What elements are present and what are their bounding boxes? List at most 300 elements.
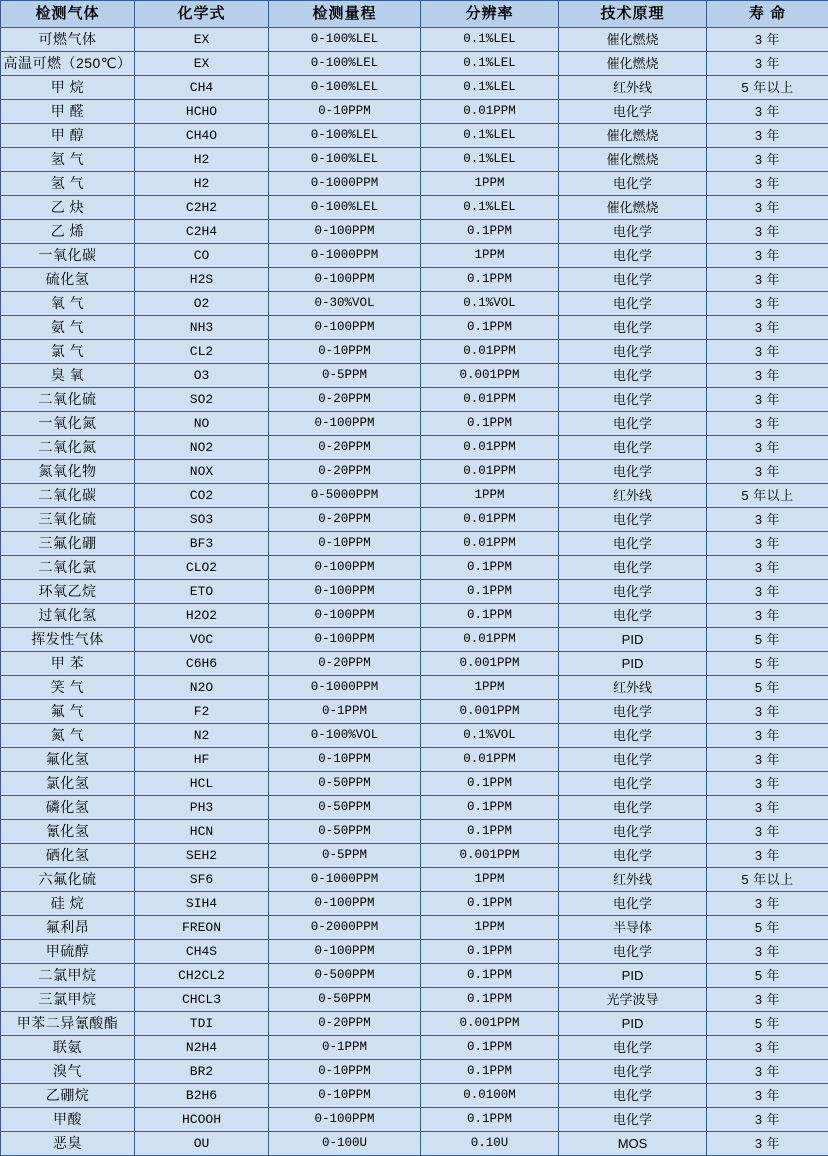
cell-formula: C2H4 [135,220,269,244]
cell-principle: 电化学 [559,508,707,532]
cell-formula: C2H2 [135,196,269,220]
cell-resolution: 0.1%LEL [421,28,559,52]
cell-principle: 电化学 [559,820,707,844]
cell-formula: SO3 [135,508,269,532]
cell-life: 3 年 [707,700,828,724]
cell-resolution: 0.1PPM [421,604,559,628]
cell-resolution: 0.01PPM [421,340,559,364]
cell-life: 3 年 [707,1084,828,1108]
cell-formula: O2 [135,292,269,316]
cell-life: 3 年 [707,244,828,268]
table-row [1,868,828,892]
cell-principle: 催化燃烧 [559,124,707,148]
cell-formula: C6H6 [135,652,269,676]
cell-life: 3 年 [707,988,828,1012]
cell-gas: 硅 烷 [1,892,135,916]
cell-range: 0-1000PPM [269,172,421,196]
cell-principle: 半导体 [559,916,707,940]
cell-life: 3 年 [707,892,828,916]
cell-principle: 红外线 [559,676,707,700]
cell-formula: TDI [135,1012,269,1036]
cell-principle: 电化学 [559,1084,707,1108]
table-row [1,748,828,772]
cell-gas: 三氟化硼 [1,532,135,556]
cell-resolution: 0.1PPM [421,556,559,580]
cell-resolution: 0.1PPM [421,820,559,844]
cell-resolution: 0.1PPM [421,268,559,292]
cell-range: 0-100PPM [269,940,421,964]
cell-resolution: 0.1%LEL [421,124,559,148]
cell-principle: 催化燃烧 [559,148,707,172]
table-row [1,1036,828,1060]
cell-range: 0-100PPM [269,628,421,652]
cell-gas: 挥发性气体 [1,628,135,652]
cell-gas: 氧 气 [1,292,135,316]
cell-resolution: 0.01PPM [421,628,559,652]
cell-life: 3 年 [707,412,828,436]
cell-gas: 甲 醛 [1,100,135,124]
cell-range: 0-10PPM [269,100,421,124]
cell-resolution: 0.1%LEL [421,196,559,220]
table-row [1,268,828,292]
cell-range: 0-100PPM [269,412,421,436]
table-row [1,1108,828,1132]
cell-gas: 三氧化硫 [1,508,135,532]
cell-resolution: 0.1PPM [421,1060,559,1084]
table-row [1,148,828,172]
cell-formula: CL2 [135,340,269,364]
cell-life: 3 年 [707,1060,828,1084]
cell-life: 5 年 [707,676,828,700]
cell-range: 0-100PPM [269,1108,421,1132]
cell-gas: 硫化氢 [1,268,135,292]
cell-formula: CHCL3 [135,988,269,1012]
cell-formula: BF3 [135,532,269,556]
cell-resolution: 0.1PPM [421,220,559,244]
cell-life: 3 年 [707,1036,828,1060]
cell-formula: SIH4 [135,892,269,916]
cell-formula: HCOOH [135,1108,269,1132]
cell-formula: H2O2 [135,604,269,628]
cell-resolution: 0.1PPM [421,796,559,820]
cell-principle: 电化学 [559,844,707,868]
cell-life: 3 年 [707,220,828,244]
cell-range: 0-50PPM [269,796,421,820]
cell-life: 3 年 [707,316,828,340]
cell-range: 0-100PPM [269,316,421,340]
cell-gas: 可燃气体 [1,28,135,52]
cell-range: 0-1000PPM [269,244,421,268]
cell-resolution: 0.1PPM [421,940,559,964]
column-header-gas: 检测气体 [1,1,135,28]
cell-life: 3 年 [707,772,828,796]
cell-gas: 乙硼烷 [1,1084,135,1108]
cell-formula: CO2 [135,484,269,508]
cell-resolution: 0.01PPM [421,748,559,772]
table-row [1,652,828,676]
cell-formula: VOC [135,628,269,652]
cell-gas: 高温可燃（250℃） [1,52,135,76]
cell-resolution: 0.001PPM [421,844,559,868]
cell-gas: 过氧化氢 [1,604,135,628]
table-row [1,76,828,100]
table-row [1,388,828,412]
cell-range: 0-500PPM [269,964,421,988]
cell-formula: EX [135,28,269,52]
cell-life: 5 年 [707,916,828,940]
cell-principle: 电化学 [559,796,707,820]
cell-principle: 电化学 [559,772,707,796]
column-header-formula: 化学式 [135,1,269,28]
cell-life: 3 年 [707,460,828,484]
cell-life: 3 年 [707,1108,828,1132]
cell-principle: 电化学 [559,460,707,484]
cell-resolution: 0.1%LEL [421,52,559,76]
cell-range: 0-10PPM [269,1060,421,1084]
cell-principle: 电化学 [559,748,707,772]
table-row [1,988,828,1012]
cell-range: 0-20PPM [269,436,421,460]
cell-principle: 光学波导 [559,988,707,1012]
cell-formula: CH4 [135,76,269,100]
cell-gas: 磷化氢 [1,796,135,820]
cell-principle: 催化燃烧 [559,52,707,76]
cell-formula: HF [135,748,269,772]
cell-formula: CH2CL2 [135,964,269,988]
cell-principle: 电化学 [559,940,707,964]
cell-life: 3 年 [707,436,828,460]
cell-resolution: 0.01PPM [421,100,559,124]
cell-formula: H2S [135,268,269,292]
cell-principle: 电化学 [559,172,707,196]
cell-life: 3 年 [707,556,828,580]
cell-life: 3 年 [707,748,828,772]
cell-principle: 红外线 [559,484,707,508]
table-row [1,532,828,556]
cell-gas: 氟利昂 [1,916,135,940]
cell-resolution: 0.1%LEL [421,148,559,172]
cell-principle: 电化学 [559,292,707,316]
table-row [1,580,828,604]
cell-principle: 电化学 [559,1108,707,1132]
cell-formula: NOX [135,460,269,484]
cell-formula: SO2 [135,388,269,412]
cell-principle: 电化学 [559,364,707,388]
cell-resolution: 0.1PPM [421,988,559,1012]
cell-principle: 红外线 [559,868,707,892]
cell-formula: FREON [135,916,269,940]
cell-range: 0-20PPM [269,460,421,484]
cell-resolution: 0.1PPM [421,580,559,604]
cell-formula: N2O [135,676,269,700]
cell-life: 3 年 [707,724,828,748]
table-row [1,556,828,580]
cell-gas: 氟 气 [1,700,135,724]
cell-range: 0-30%VOL [269,292,421,316]
cell-resolution: 1PPM [421,244,559,268]
table-row [1,436,828,460]
cell-principle: 电化学 [559,700,707,724]
cell-gas: 恶臭 [1,1132,135,1156]
table-row [1,28,828,52]
cell-formula: PH3 [135,796,269,820]
cell-resolution: 0.01PPM [421,436,559,460]
cell-formula: H2 [135,148,269,172]
table-row [1,1060,828,1084]
cell-resolution: 1PPM [421,172,559,196]
column-header-resolution: 分辨率 [421,1,559,28]
cell-life: 5 年以上 [707,76,828,100]
cell-principle: 电化学 [559,1036,707,1060]
cell-life: 3 年 [707,124,828,148]
cell-formula: ETO [135,580,269,604]
table-row [1,460,828,484]
table-row [1,820,828,844]
cell-range: 0-10PPM [269,1084,421,1108]
table-row [1,796,828,820]
table-row [1,364,828,388]
cell-range: 0-100%LEL [269,148,421,172]
cell-gas: 一氧化氮 [1,412,135,436]
cell-formula: CH4S [135,940,269,964]
cell-range: 0-100%LEL [269,52,421,76]
table-row [1,1084,828,1108]
cell-resolution: 0.1PPM [421,772,559,796]
table-row [1,172,828,196]
cell-principle: 电化学 [559,244,707,268]
cell-formula: CO [135,244,269,268]
table-row [1,964,828,988]
cell-range: 0-100PPM [269,604,421,628]
cell-life: 5 年 [707,1012,828,1036]
table-row [1,892,828,916]
cell-gas: 氨 气 [1,316,135,340]
cell-principle: 电化学 [559,724,707,748]
cell-range: 0-1000PPM [269,868,421,892]
cell-principle: 催化燃烧 [559,28,707,52]
cell-principle: 电化学 [559,892,707,916]
cell-range: 0-20PPM [269,652,421,676]
cell-life: 3 年 [707,820,828,844]
cell-range: 0-100%LEL [269,196,421,220]
cell-principle: 电化学 [559,580,707,604]
cell-range: 0-100PPM [269,556,421,580]
cell-principle: 电化学 [559,412,707,436]
cell-range: 0-100U [269,1132,421,1156]
cell-resolution: 0.1PPM [421,1108,559,1132]
cell-principle: PID [559,964,707,988]
cell-range: 0-10PPM [269,340,421,364]
column-header-life: 寿 命 [707,1,828,28]
cell-range: 0-20PPM [269,508,421,532]
cell-formula: HCN [135,820,269,844]
table-row [1,676,828,700]
cell-formula: N2H4 [135,1036,269,1060]
cell-life: 3 年 [707,604,828,628]
cell-life: 3 年 [707,340,828,364]
cell-formula: NO2 [135,436,269,460]
cell-principle: 电化学 [559,1060,707,1084]
cell-range: 0-1PPM [269,1036,421,1060]
table-header [1,1,828,28]
table-row [1,484,828,508]
cell-principle: 电化学 [559,316,707,340]
cell-formula: EX [135,52,269,76]
table-row [1,724,828,748]
cell-formula: H2 [135,172,269,196]
cell-principle: 电化学 [559,532,707,556]
cell-principle: 电化学 [559,556,707,580]
cell-principle: MOS [559,1132,707,1156]
table-row [1,1132,828,1156]
cell-gas: 氮氧化物 [1,460,135,484]
cell-formula: CH4O [135,124,269,148]
cell-formula: O3 [135,364,269,388]
cell-range: 0-100%LEL [269,124,421,148]
cell-gas: 二氧化碳 [1,484,135,508]
cell-gas: 联氨 [1,1036,135,1060]
table-row [1,916,828,940]
cell-gas: 环氧乙烷 [1,580,135,604]
cell-gas: 甲酸 [1,1108,135,1132]
table-row [1,196,828,220]
cell-life: 3 年 [707,580,828,604]
cell-gas: 氢 气 [1,172,135,196]
cell-gas: 乙 烯 [1,220,135,244]
cell-life: 3 年 [707,196,828,220]
cell-principle: PID [559,628,707,652]
cell-resolution: 0.001PPM [421,364,559,388]
cell-range: 0-100PPM [269,268,421,292]
cell-resolution: 0.01PPM [421,508,559,532]
cell-range: 0-10PPM [269,532,421,556]
cell-resolution: 0.1PPM [421,1036,559,1060]
table-row [1,412,828,436]
cell-formula: F2 [135,700,269,724]
cell-gas: 二氯甲烷 [1,964,135,988]
table-row [1,52,828,76]
cell-range: 0-2000PPM [269,916,421,940]
cell-range: 0-100PPM [269,220,421,244]
cell-gas: 氮 气 [1,724,135,748]
cell-gas: 笑 气 [1,676,135,700]
cell-range: 0-100%VOL [269,724,421,748]
column-header-range: 检测量程 [269,1,421,28]
cell-range: 0-20PPM [269,388,421,412]
cell-formula: N2 [135,724,269,748]
cell-life: 5 年 [707,652,828,676]
cell-formula: HCHO [135,100,269,124]
cell-range: 0-5PPM [269,844,421,868]
cell-formula: BR2 [135,1060,269,1084]
cell-gas: 溴气 [1,1060,135,1084]
cell-life: 3 年 [707,292,828,316]
cell-gas: 甲 烷 [1,76,135,100]
cell-life: 3 年 [707,388,828,412]
table-row [1,700,828,724]
cell-gas: 二氧化硫 [1,388,135,412]
table-row [1,100,828,124]
cell-resolution: 0.01PPM [421,388,559,412]
cell-gas: 甲硫醇 [1,940,135,964]
cell-life: 3 年 [707,172,828,196]
cell-formula: B2H6 [135,1084,269,1108]
cell-range: 0-1000PPM [269,676,421,700]
cell-life: 5 年以上 [707,484,828,508]
cell-resolution: 0.1PPM [421,316,559,340]
cell-resolution: 0.10U [421,1132,559,1156]
table-row [1,244,828,268]
table-row [1,1012,828,1036]
cell-resolution: 0.01PPM [421,532,559,556]
cell-resolution: 0.001PPM [421,1012,559,1036]
cell-range: 0-10PPM [269,748,421,772]
cell-resolution: 1PPM [421,484,559,508]
cell-life: 3 年 [707,52,828,76]
cell-life: 3 年 [707,844,828,868]
table-row [1,604,828,628]
cell-range: 0-100%LEL [269,28,421,52]
cell-principle: 电化学 [559,268,707,292]
cell-resolution: 0.1%LEL [421,76,559,100]
header-row [1,1,828,28]
cell-life: 3 年 [707,508,828,532]
cell-gas: 氰化氢 [1,820,135,844]
cell-formula: SEH2 [135,844,269,868]
cell-principle: 电化学 [559,340,707,364]
cell-resolution: 1PPM [421,868,559,892]
table-row [1,772,828,796]
table-row [1,292,828,316]
cell-resolution: 0.001PPM [421,700,559,724]
cell-principle: 催化燃烧 [559,196,707,220]
cell-principle: PID [559,1012,707,1036]
cell-resolution: 0.01PPM [421,460,559,484]
table-row [1,124,828,148]
cell-formula: NH3 [135,316,269,340]
table-row [1,628,828,652]
cell-resolution: 0.1PPM [421,892,559,916]
cell-formula: OU [135,1132,269,1156]
cell-gas: 甲苯二异氰酸酯 [1,1012,135,1036]
cell-gas: 乙 炔 [1,196,135,220]
cell-range: 0-100PPM [269,892,421,916]
cell-life: 3 年 [707,268,828,292]
cell-life: 3 年 [707,532,828,556]
cell-principle: 电化学 [559,436,707,460]
cell-principle: 电化学 [559,604,707,628]
cell-resolution: 0.1PPM [421,964,559,988]
cell-life: 5 年 [707,964,828,988]
cell-gas: 六氟化硫 [1,868,135,892]
cell-principle: PID [559,652,707,676]
cell-gas: 甲 醇 [1,124,135,148]
cell-range: 0-50PPM [269,820,421,844]
cell-range: 0-100%LEL [269,76,421,100]
table-row [1,940,828,964]
table-row [1,844,828,868]
cell-life: 3 年 [707,100,828,124]
cell-life: 3 年 [707,148,828,172]
cell-range: 0-1PPM [269,700,421,724]
cell-resolution: 0.001PPM [421,652,559,676]
cell-principle: 电化学 [559,388,707,412]
cell-formula: HCL [135,772,269,796]
cell-gas: 氯 气 [1,340,135,364]
cell-gas: 氢 气 [1,148,135,172]
table-row [1,316,828,340]
cell-principle: 电化学 [559,100,707,124]
